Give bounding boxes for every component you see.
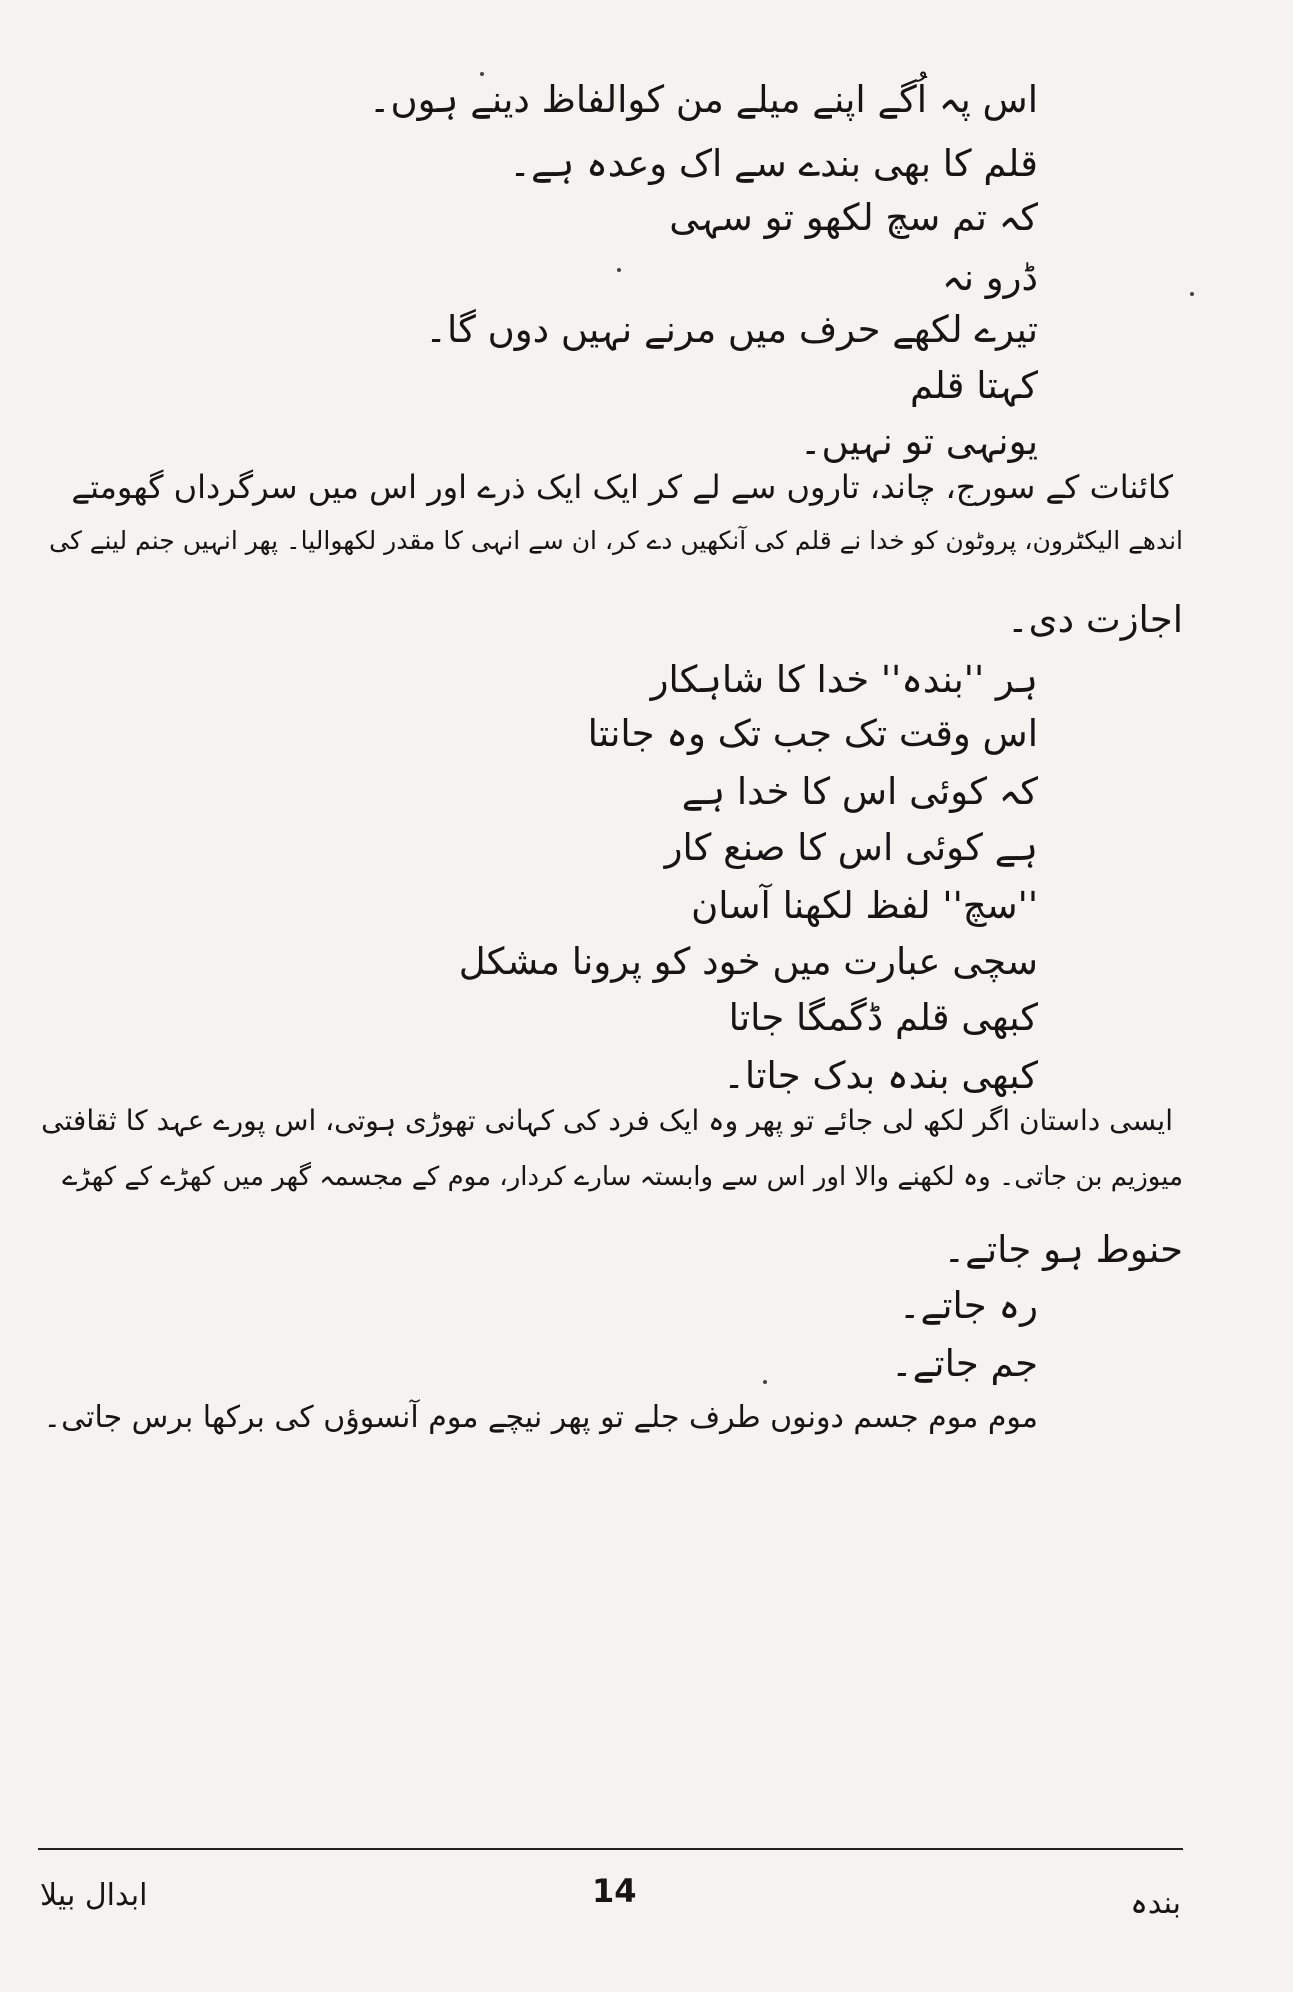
paragraph-line: اجازت دی۔: [1006, 598, 1183, 641]
text-line: یونہی تو نہیں۔: [799, 420, 1038, 463]
text-line: موم موم جسم دونوں طرف جلے تو پھر نیچے موم آنسوؤں کی برکھا برس جاتی۔: [43, 1400, 1038, 1435]
paragraph-line: کائنات کے سورج، چاند، تاروں سے لے کر ایک ایک ذرے اور اس میں سرگرداں گھومتے: [71, 468, 1173, 506]
poem-line: کبھی قلم ڈگمگا جاتا: [728, 996, 1038, 1039]
paragraph-line: حنوط ہو جاتے۔: [943, 1228, 1183, 1271]
paragraph-line: میوزیم بن جاتی۔ وہ لکھنے والا اور اس سے وابستہ سارے کردار، موم کے مجسمہ گھر میں کھڑے کے کھڑے: [62, 1162, 1183, 1192]
poem-line: اس وقت تک جب تک وہ جانتا: [587, 712, 1038, 755]
author-name: ابدال بیلا: [40, 1878, 148, 1913]
paragraph-line: ایسی داستان اگر لکھ لی جائے تو پھر وہ ایک فرد کی کہانی تھوڑی ہوتی، اس پورے عہد کا ثقافتی: [41, 1104, 1173, 1137]
text-line: رہ جاتے۔: [898, 1284, 1038, 1327]
text-line: جم جاتے۔: [890, 1342, 1038, 1385]
text-line: تیرے لکھے حرف میں مرنے نہیں دوں گا۔: [425, 308, 1038, 351]
poem-line: ''سچ'' لفظ لکھنا آسان: [691, 884, 1038, 927]
paragraph-line: اندھے الیکٹرون، پروٹون کو خدا نے قلم کی آنکھیں دے کر، ان سے انہی کا مقدر لکھوالیا۔ پھر انہیں جنم لینے کی: [49, 526, 1183, 555]
scan-speck: [480, 72, 484, 76]
poem-line: کہ کوئی اس کا خدا ہے: [681, 770, 1038, 813]
text-line: ڈرو نہ: [942, 256, 1038, 299]
book-title: بندہ: [1130, 1886, 1181, 1921]
poem-line: ہر ''بندہ'' خدا کا شاہکار: [650, 658, 1038, 701]
text-line: قلم کا بھی بندے سے اک وعدہ ہے۔: [509, 142, 1038, 185]
poem-line: ہے کوئی اس کا صنع کار: [664, 826, 1038, 869]
text-line: اس پہ اُگے اپنے میلے من کوالفاظ دینے ہوں۔: [368, 78, 1038, 121]
text-line: کہ تم سچ لکھو تو سہی: [669, 196, 1038, 239]
text-line: کہتا قلم: [909, 364, 1038, 407]
footer-divider: [38, 1848, 1183, 1850]
scan-speck: [1190, 292, 1194, 296]
poem-line: سچی عبارت میں خود کو پرونا مشکل: [458, 940, 1038, 983]
scan-speck: [617, 268, 621, 272]
page-number: 14: [592, 1872, 637, 1910]
poem-line: کبھی بندہ بدک جاتا۔: [723, 1054, 1038, 1097]
scan-speck: [763, 1380, 767, 1384]
